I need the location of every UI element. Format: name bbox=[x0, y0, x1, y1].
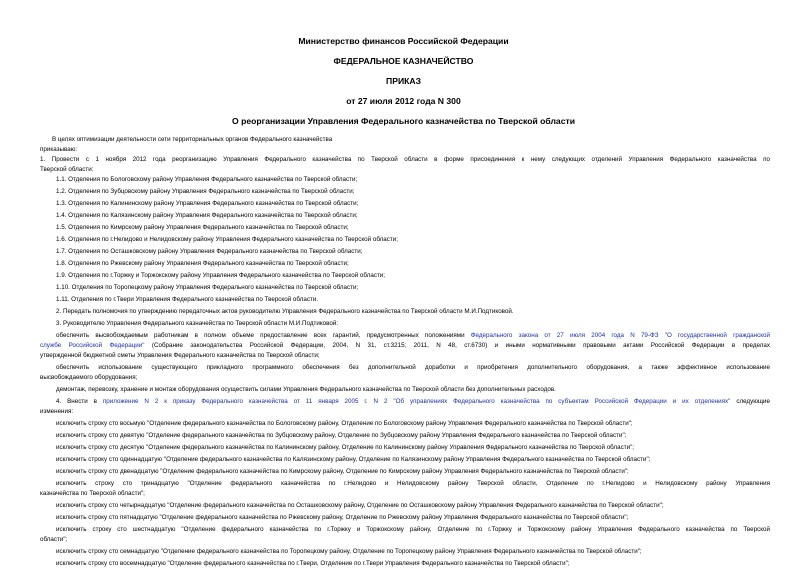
paragraph-4: 4. Внести в приложение N 2 к приказу Федерального казначейства от 11 января 2005 г. N 2 "Об управлениях Федерального казначейства по субъектам Российской Федерации и их отделениях" следующие bbox=[56, 398, 770, 405]
list-item: 1.1. Отделения по Бологовскому району Управления Федерального казначейства по Тверской области; bbox=[56, 176, 358, 183]
paragraph-1: 1. Провести с 1 ноября 2012 года реорганизацию Управления Федерального казначейства по Тверской области в форме присоединения к нему следующих отделений Управления Федерального казначейства по bbox=[40, 156, 770, 163]
order-appendix-link[interactable]: приложение N 2 к приказу Федерального казначейства от 11 января 2005 г. N 2 "Об управлениях Федерального казначейства по субъектам Российской Федерации и их отделениях" bbox=[102, 398, 731, 405]
paragraph-3b-end: высвобождаемого оборудования; bbox=[40, 374, 138, 381]
list-item: 1.6. Отделения по г.Нелидово и Нелидовскому району Управления Федерального казначейства по Тверской области; bbox=[56, 236, 398, 243]
exclusion-item: исключить строку сто четырнадцатую "Отделение федерального казначейства по Осташковскому району, Отделение по Осташковскому району Управления Федерального казначейства по Тверской области"; bbox=[56, 502, 664, 509]
paragraph-2: 2. Передать полномочия по утверждению передаточных актов руководителю Управления Федерального казначейства по Тверской области М.И.Подтиковой. bbox=[56, 308, 514, 315]
doc-type-heading: ПРИКАЗ bbox=[386, 76, 421, 86]
exclusion-item-cont: области"; bbox=[40, 536, 68, 543]
exclusion-item: исключить строку сто пятнадцатую "Отделение федерального казначейства по Ржевскому району, Отделение по Ржевскому району Управления Федерального казначейства по Тверской области"; bbox=[56, 514, 629, 521]
list-item: 1.10. Отделения по Торопецкому району Управления Федерального казначейства по Тверской области; bbox=[56, 284, 359, 291]
paragraph-3a-cont: службе Российской Федерации" (Собрание законодательства Российской Федерации, 2004, N 31, ст.3215; 2011, N 48, ст.6730) и иными нормативными правовыми актами Российской Федерации в пределах bbox=[40, 342, 770, 349]
exclusion-item: исключить строку сто семнадцатую "Отделение федерального казначейства по Торопецкому району, Отделение по Торопецкому району Управления Федерального казначейства по Тверской области"; bbox=[56, 548, 642, 555]
paragraph-3a: обеспечить высвобождаемым работникам в полном объеме предоставление всех гарантий, предусмотренных положениями Федерального закона от 27 июля 2004 года N 79-ФЗ "О государственной гражданской bbox=[56, 332, 770, 339]
document-title: О реорганизации Управления Федерального казначейства по Тверской области bbox=[232, 116, 575, 126]
list-item: 1.11. Отделения по г.Твери Управления Федерального казначейства по Тверской области. bbox=[56, 296, 319, 303]
exclusion-item: исключить строку сто десятую "Отделение федерального казначейства по Калининскому району, Отделение по Калининскому району Управления Федерального казначейства по Тверской области"; bbox=[56, 444, 635, 451]
list-item: 1.7. Отделения по Осташковскому району Управления Федерального казначейства по Тверской области; bbox=[56, 248, 363, 255]
paragraph-4-end: изменения: bbox=[40, 408, 74, 415]
federal-law-link[interactable]: Федерального закона от 27 июля 2004 года N 79-ФЗ "О государственной гражданской bbox=[470, 332, 770, 339]
intro-order-line: приказываю: bbox=[40, 146, 78, 153]
intro-line: В целях оптимизации деятельности сети территориальных органов Федерального казначейства bbox=[52, 136, 333, 143]
federal-law-link-cont[interactable]: службе Российской Федерации" bbox=[40, 342, 145, 349]
paragraph-3a-end: утвержденной бюджетной сметы Управления Федерального казначейства по Тверской области; bbox=[40, 352, 320, 359]
exclusion-item: исключить строку сто одиннадцатую "Отделение федерального казначейства по Калязинскому району, Отделение по Калязинскому району Управления Федерального казначейства по Тверской области"; bbox=[56, 456, 651, 463]
exclusion-item: исключить строку сто девятую "Отделение федерального казначейства по Зубцовскому району, Отделение по Зубцовскому району Управления Федерального казначейства по Тверской области"; bbox=[56, 432, 627, 439]
list-item: 1.4. Отделения по Калязинскому району Управления Федерального казначейства по Тверской области; bbox=[56, 212, 358, 219]
agency-heading: ФЕДЕРАЛЬНОЕ КАЗНАЧЕЙСТВО bbox=[333, 56, 474, 66]
list-item: 1.8. Отделения по Ржевскому району Управления Федерального казначейства по Тверской области; bbox=[56, 260, 349, 267]
exclusion-item: исключить строку сто двенадцатую "Отделение федерального казначейства по Кимрскому району, Отделение по Кимрскому району Управления Федерального казначейства по Тверской области"; bbox=[56, 468, 629, 475]
exclusion-item: исключить строку сто шестнадцатую "Отделение федерального казначейства по г.Торжку и Торжокскому району, Отделение по г.Торжку и Торжокскому району Управления Федерального казначейства по Тверской bbox=[56, 526, 770, 533]
paragraph-3: 3. Руководителю Управления Федерального казначейства по Тверской области М.И.Подтиковой: bbox=[56, 320, 339, 327]
list-item: 1.5. Отделения по Кимрскому району Управления Федерального казначейства по Тверской области; bbox=[56, 224, 349, 231]
exclusion-item: исключить строку сто тринадцатую "Отделение федерального казначейства по г.Нелидово и Нелидовскому району Тверской области, Отделение по г.Нелидово и Нелидовскому району Управления bbox=[56, 480, 770, 487]
ministry-heading: Министерство финансов Российской Федерации bbox=[298, 36, 509, 46]
date-number-heading: от 27 июля 2012 года N 300 bbox=[346, 96, 461, 106]
paragraph-3b: обеспечить использование существующего прикладного программного обеспечения без дополнительной доработки и приобретения дополнительного оборудования, а также эффективное использование bbox=[56, 364, 770, 371]
list-item: 1.3. Отделения по Калининскому району Управления Федерального казначейства по Тверской области; bbox=[56, 200, 359, 207]
exclusion-item: исключить строку сто восьмую "Отделение федерального казначейства по Бологовскому району, Отделение по Бологовскому району Управления Федерального казначейства по Тверской области"; bbox=[56, 420, 633, 427]
paragraph-1-cont: Тверской области: bbox=[40, 166, 94, 173]
paragraph-3c: демонтаж, перевозку, хранение и монтаж оборудования осуществить силами Управления Федерального казначейства по Тверской области без дополнительных расходов. bbox=[56, 386, 556, 393]
exclusion-item: исключить строку сто восемнадцатую "Отделение федерального казначейства по г.Твери, Отделение по г.Твери Управления Федерального казначейства по Тверской области"; bbox=[56, 560, 570, 567]
list-item: 1.9. Отделения по г.Торжку и Торжокскому району Управления Федерального казначейства по Тверской области; bbox=[56, 272, 386, 279]
list-item: 1.2. Отделения по Зубцовскому району Управления Федерального казначейства по Тверской области; bbox=[56, 188, 355, 195]
exclusion-item-cont: казначейства по Тверской области"; bbox=[40, 490, 145, 497]
